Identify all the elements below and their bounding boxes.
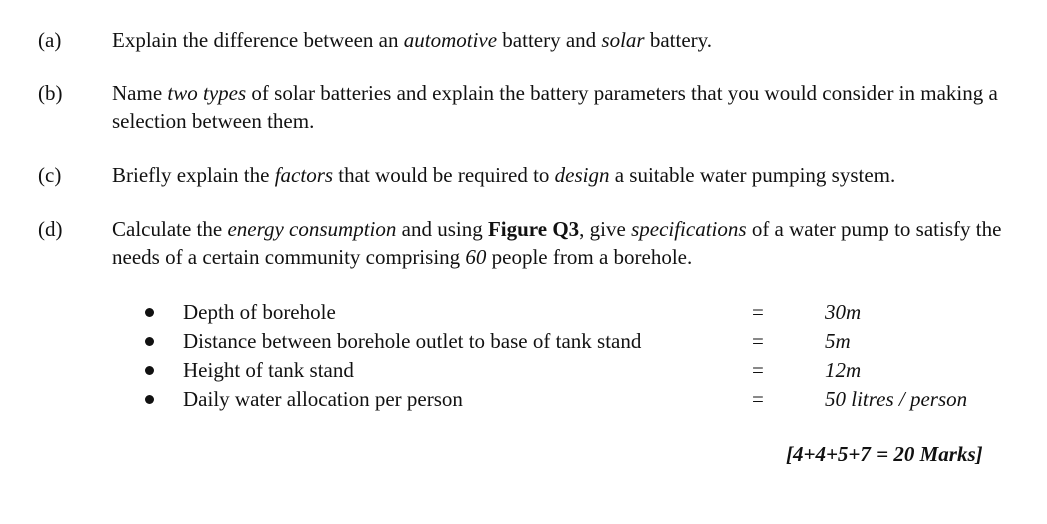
text-run: that would be required to [333, 163, 555, 187]
italic-text-run: design [554, 163, 610, 187]
parameter-label: Daily water allocation per person [183, 387, 463, 411]
text-run: battery. [644, 28, 713, 52]
equals-sign: = [752, 387, 764, 411]
question-text [112, 161, 1017, 189]
parameter-row [0, 356, 1047, 385]
question-text [112, 26, 1017, 54]
italic-text-run: energy consumption [227, 217, 397, 241]
parameter-row [0, 385, 1047, 414]
parameter-value: 50 litres / person [825, 387, 968, 411]
parameter-label: Distance between borehole outlet to base of tank stand [183, 329, 642, 353]
question-text [112, 79, 1017, 135]
text-run: of a water pump to satisfy the needs of a certain community comprising [112, 217, 1002, 269]
question-label: (a) [38, 28, 62, 52]
bold-text-run: Figure Q3 [487, 217, 580, 241]
italic-text-run: two types [167, 81, 247, 105]
italic-text-run: specifications [631, 217, 747, 241]
parameter-label: Depth of borehole [183, 300, 336, 324]
text-run: and using [396, 217, 488, 241]
text-run: Name [112, 81, 168, 105]
italic-text-run: factors [274, 163, 334, 187]
text-run: people from a borehole. [486, 245, 693, 269]
italic-text-run: 60 [465, 245, 487, 269]
question-label: (d) [38, 217, 63, 241]
parameter-value: 30m [825, 300, 862, 324]
text-run: of solar batteries and explain the battery parameters that you would consider in making a selection between them. [112, 81, 998, 133]
bullet-icon [145, 366, 154, 375]
equals-sign: = [752, 358, 764, 382]
italic-text-run: solar [601, 28, 645, 52]
parameter-label: Height of tank stand [183, 358, 354, 382]
parameter-value: 5m [825, 329, 851, 353]
question-label: (c) [38, 163, 62, 187]
bullet-icon [145, 395, 154, 404]
parameter-row [0, 298, 1047, 327]
text-run: battery and [497, 28, 602, 52]
text-run: Calculate the [112, 217, 228, 241]
text-run: Explain the difference between an [112, 28, 404, 52]
parameter-list [0, 298, 1047, 414]
parameter-row [0, 327, 1047, 356]
bullet-icon [145, 308, 154, 317]
parameter-value: 12m [825, 358, 862, 382]
text-run: a suitable water pumping system. [609, 163, 896, 187]
bullet-icon [145, 337, 154, 346]
text-run: Briefly explain the [112, 163, 275, 187]
question-text [112, 215, 1017, 271]
question-label: (b) [38, 81, 63, 105]
marks-allocation: [4+4+5+7 = 20 Marks] [786, 442, 983, 466]
equals-sign: = [752, 300, 764, 324]
italic-text-run: automotive [403, 28, 498, 52]
equals-sign: = [752, 329, 764, 353]
text-run: , give [579, 217, 632, 241]
